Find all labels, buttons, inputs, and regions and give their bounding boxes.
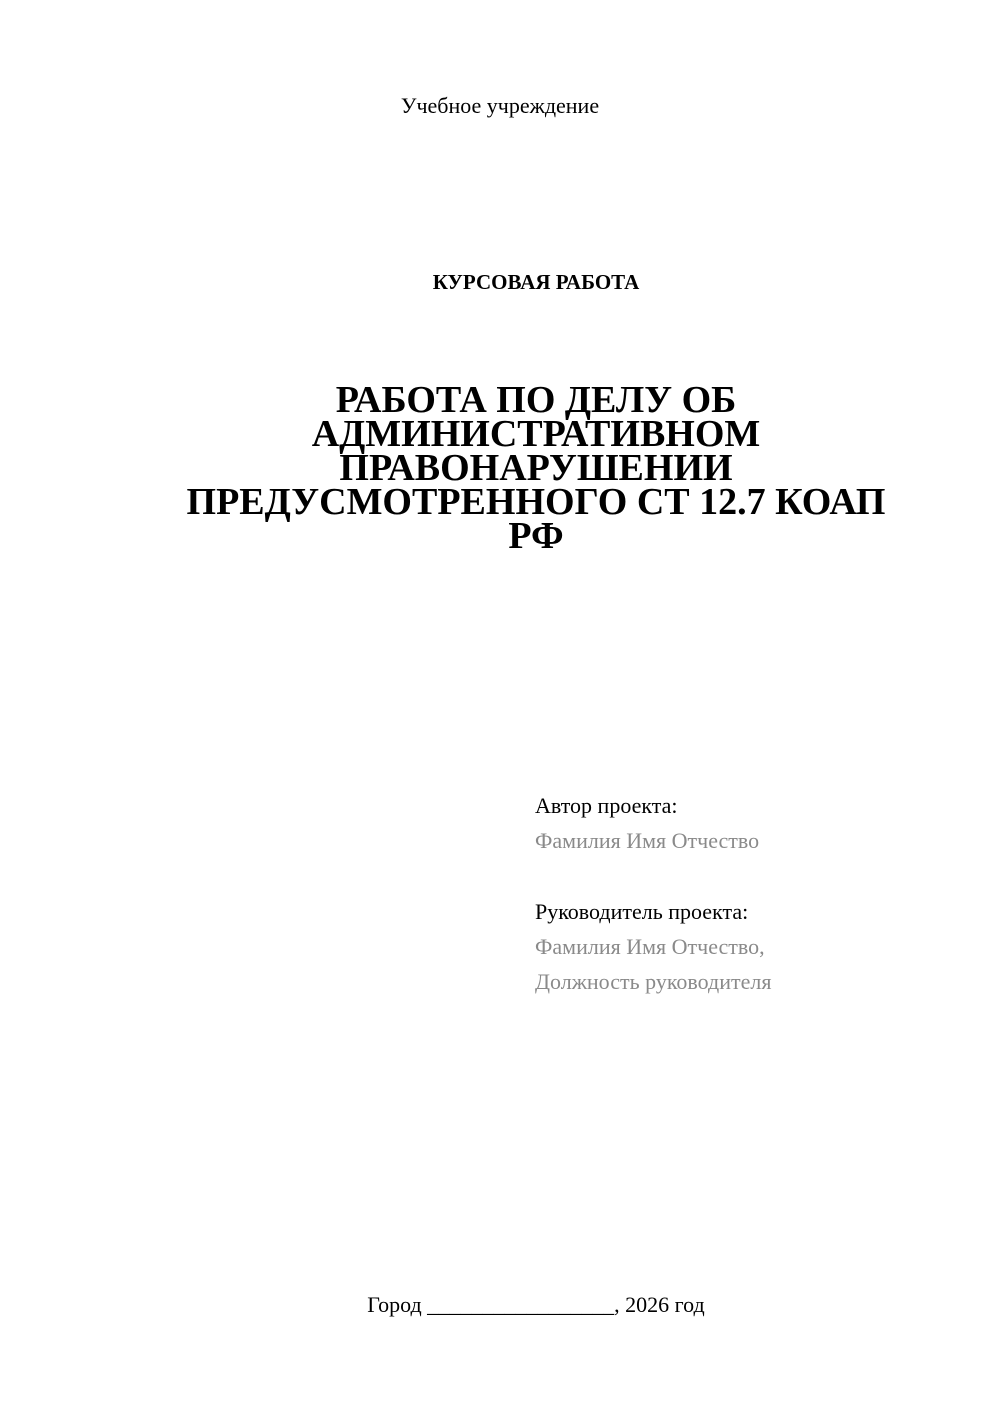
work-type-heading: КУРСОВАЯ РАБОТА — [432, 270, 640, 294]
section-gap — [535, 858, 975, 894]
project-info — [535, 788, 975, 999]
city-year-line: Город _________________, 2026 год — [367, 1292, 705, 1317]
document-title: РАБОТА ПО ДЕЛУ ОБ АДМИНИСТРАТИВНОМ ПРАВОНАРУШЕНИИ ПРЕДУСМОТРЕННОГО СТ 12.7 КОАП РФ — [186, 379, 886, 557]
supervisor-name: Фамилия Имя Отчество, — [535, 934, 765, 959]
author-label: Автор проекта: — [535, 793, 678, 818]
supervisor-position: Должность руководителя — [535, 969, 772, 994]
author-name: Фамилия Имя Отчество — [535, 828, 760, 853]
supervisor-label: Руководитель проекта: — [535, 899, 749, 924]
institution-name: Учебное учреждение — [400, 93, 600, 118]
